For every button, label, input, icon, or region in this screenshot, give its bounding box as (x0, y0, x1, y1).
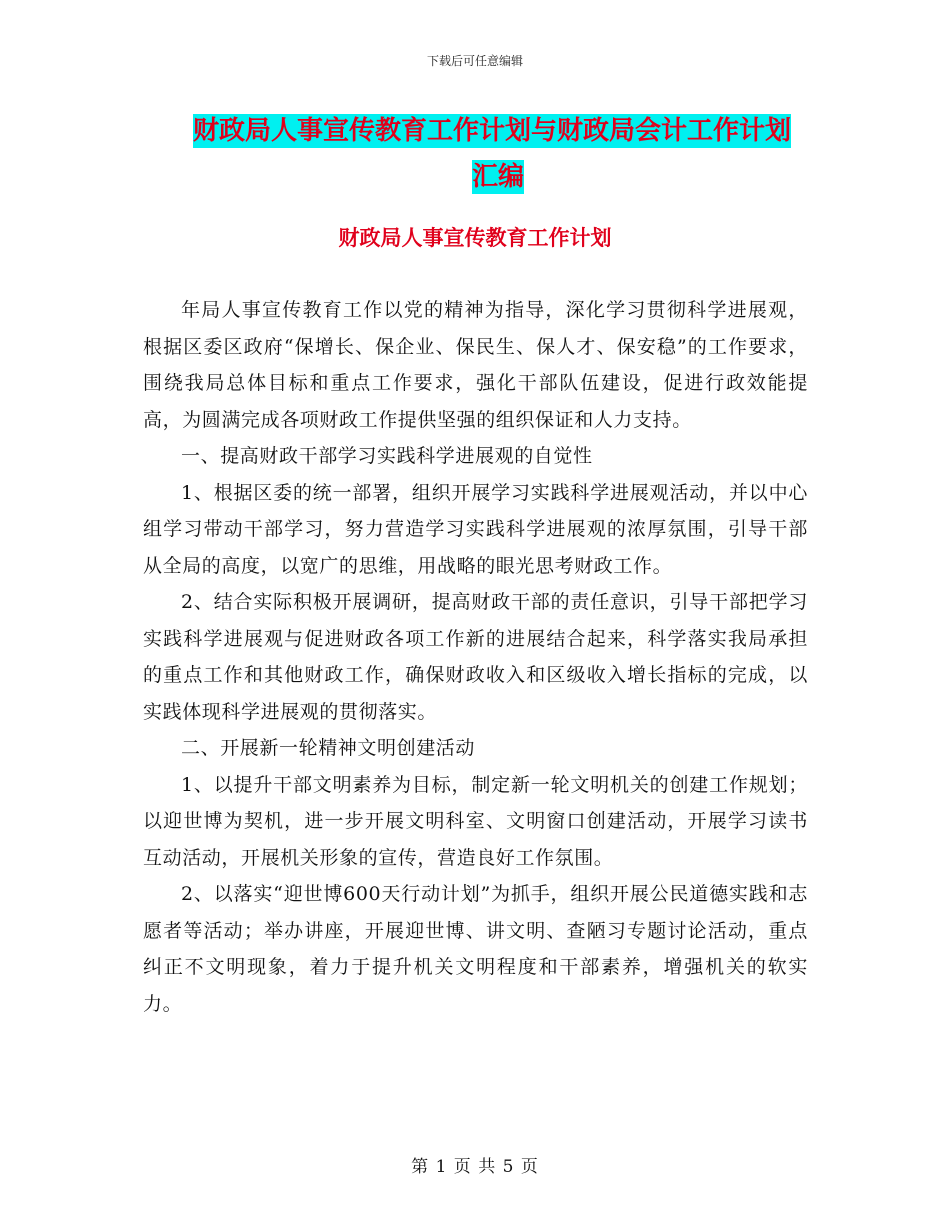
title-line-1 (193, 108, 803, 154)
header-note: 下载后可任意编辑 (426, 54, 523, 68)
paragraph-1-1: 1、根据区委的统一部署，组织开展学习实践科学进展观活动，并以中心组学习带动干部学习，努力营造学习实践科学进展观的浓厚氛围，引导干部从全局的高度，以宽广的思维，用战略的眼光思考财政工作。 (143, 481, 808, 577)
paragraph-2-1: 1、以提升干部文明素养为目标，制定新一轮文明机关的创建工作规划；以迎世博为契机，进一步开展文明科室、文明窗口创建活动，开展学习读书互动活动，开展机关形象的宣传，营造良好工作氛围。 (143, 773, 808, 869)
paragraph-2-2: 2、以落实“迎世博600天行动计划”为抓手，组织开展公民道德实践和志愿者等活动；举办讲座，开展迎世博、讲文明、查陋习专题讨论活动，重点纠正不文明现象，着力于提升机关文明程度和干部素养，增强机关的软实力。 (143, 883, 808, 1015)
title-line-2-text: 汇编 (471, 162, 524, 192)
page-footer: 第 1 页 共 5 页 (411, 1157, 539, 1177)
heading-section-2: 二、开展新一轮精神文明创建活动 (181, 737, 476, 759)
paragraph-1-2: 2、结合实际积极开展调研，提高财政干部的责任意识，引导干部把学习实践科学进展观与促进财政各项工作新的进展结合起来，科学落实我局承担的重点工作和其他财政工作，确保财政收入和区级收入增长指标的完成，以实践体现科学进展观的贯彻落实。 (143, 591, 808, 723)
section-title: 财政局人事宣传教育工作计划 (338, 226, 612, 250)
paragraph-intro: 年局人事宣传教育工作以党的精神为指导，深化学习贯彻科学进展观，根据区委区政府“保增长、保企业、保民生、保人才、保安稳”的工作要求，围绕我局总体目标和重点工作要求，强化干部队伍建设，促进行政效能提高，为圆满完成各项财政工作提供坚强的组织保证和人力支持。 (143, 299, 808, 431)
title-line-2 (193, 154, 803, 200)
document-title (193, 108, 803, 200)
heading-section-1: 一、提高财政干部学习实践科学进展观的自觉性 (181, 445, 593, 467)
title-line-1-text: 财政局人事宣传教育工作计划与财政局会计工作计划 (193, 116, 792, 146)
document-body (143, 292, 808, 1022)
